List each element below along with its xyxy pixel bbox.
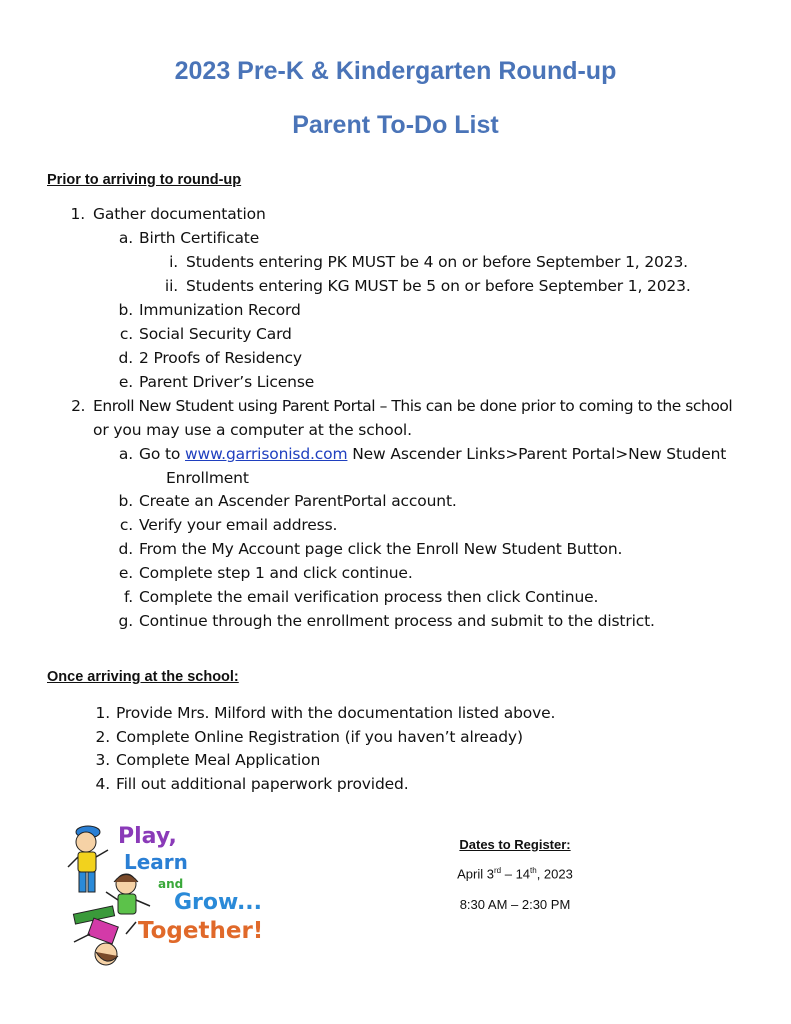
list-item <box>118 612 655 630</box>
section-heading-prior: Prior to arriving to round-up <box>47 172 242 188</box>
list-item-continuation <box>166 469 249 487</box>
garrisonisd-link[interactable]: www.garrisonisd.com <box>185 445 348 463</box>
list-text: Continue through the enrollment process and submit to the district. <box>139 612 655 630</box>
list-item <box>119 516 338 534</box>
list-item <box>118 564 413 582</box>
list-number: f. <box>124 588 133 606</box>
list-text: Gather documentation <box>93 205 266 223</box>
list-item <box>118 445 727 463</box>
list-text: Birth Certificate <box>139 229 260 247</box>
list-number: 3. <box>95 751 110 769</box>
list-item <box>164 277 691 295</box>
list-number: a. <box>118 445 133 463</box>
list-item <box>124 588 599 606</box>
list-text: Provide Mrs. Milford with the documentation listed above. <box>116 704 556 722</box>
page-title: 2023 Pre-K & Kindergarten Round-up <box>174 57 617 85</box>
list-text-pre: Go to <box>139 445 186 463</box>
list-number: c. <box>119 325 133 343</box>
play-learn-grow-logo <box>66 822 276 972</box>
list-item <box>118 301 301 319</box>
list-text: Students entering KG MUST be 5 on or before September 1, 2023. <box>186 277 691 295</box>
dates-range: April 3rd – 14th, 2023 <box>457 866 573 882</box>
list-number: g. <box>118 612 133 630</box>
list-number: 2. <box>71 397 85 415</box>
list-item <box>95 704 556 722</box>
list-number: d. <box>118 540 133 558</box>
list-text: Immunization Record <box>139 301 301 319</box>
list-text: From the My Account page click the Enroll New Student Button. <box>139 540 623 558</box>
list-number: 2. <box>95 728 110 746</box>
list-text: Fill out additional paperwork provided. <box>116 775 409 793</box>
list-number: e. <box>118 564 133 582</box>
logo-word-grow: Grow... <box>174 890 263 915</box>
list-number: b. <box>118 492 133 510</box>
list-item <box>95 775 409 793</box>
dates-heading: Dates to Register: <box>459 837 571 852</box>
list-text: Enrollment <box>166 469 249 487</box>
list-item-continuation <box>93 421 412 439</box>
list-item <box>118 373 315 391</box>
list-text: Complete Meal Application <box>116 751 321 769</box>
list-text: Complete Online Registration (if you haven’t already) <box>116 728 523 746</box>
list-number: e. <box>118 373 133 391</box>
list-text: Create an Ascender ParentPortal account. <box>139 492 457 510</box>
page-subtitle: Parent To-Do List <box>292 111 499 139</box>
list-item <box>118 349 302 367</box>
list-text: 2 Proofs of Residency <box>139 349 302 367</box>
list-item <box>71 397 733 415</box>
list-text: or you may use a computer at the school. <box>93 421 412 439</box>
list-text: Complete the email verification process then click Continue. <box>139 588 599 606</box>
list-text: Verify your email address. <box>139 516 338 534</box>
list-item <box>118 540 623 558</box>
list-item <box>118 229 260 247</box>
list-text: Enroll New Student using Parent Portal – This can be done prior to coming to the school <box>93 397 733 415</box>
list-text: Parent Driver’s License <box>139 373 315 391</box>
list-number: i. <box>169 253 178 271</box>
list-text-post: New Ascender Links>Parent Portal>New Student <box>347 445 727 463</box>
list-item <box>169 253 688 271</box>
list-number: 1. <box>70 205 85 223</box>
list-item <box>119 325 292 343</box>
list-number: 4. <box>95 775 110 793</box>
list-number: a. <box>118 229 133 247</box>
list-number: 1. <box>95 704 110 722</box>
list-number: d. <box>118 349 133 367</box>
list-text: Complete step 1 and click continue. <box>139 564 413 582</box>
logo-word-learn: Learn <box>124 850 188 874</box>
list-item <box>118 492 457 510</box>
list-number: ii. <box>164 277 178 295</box>
section-heading-arriving: Once arriving at the school: <box>47 669 239 685</box>
list-item <box>95 751 321 769</box>
logo-word-play: Play, <box>118 824 177 849</box>
dates-hours: 8:30 AM – 2:30 PM <box>459 897 571 912</box>
list-number: c. <box>119 516 133 534</box>
list-item <box>70 205 266 223</box>
logo-word-and: and <box>158 877 184 891</box>
list-text: Social Security Card <box>139 325 292 343</box>
list-text: Students entering PK MUST be 4 on or before September 1, 2023. <box>186 253 688 271</box>
list-number: b. <box>118 301 133 319</box>
list-item <box>95 728 523 746</box>
logo-word-together: Together! <box>138 918 264 944</box>
